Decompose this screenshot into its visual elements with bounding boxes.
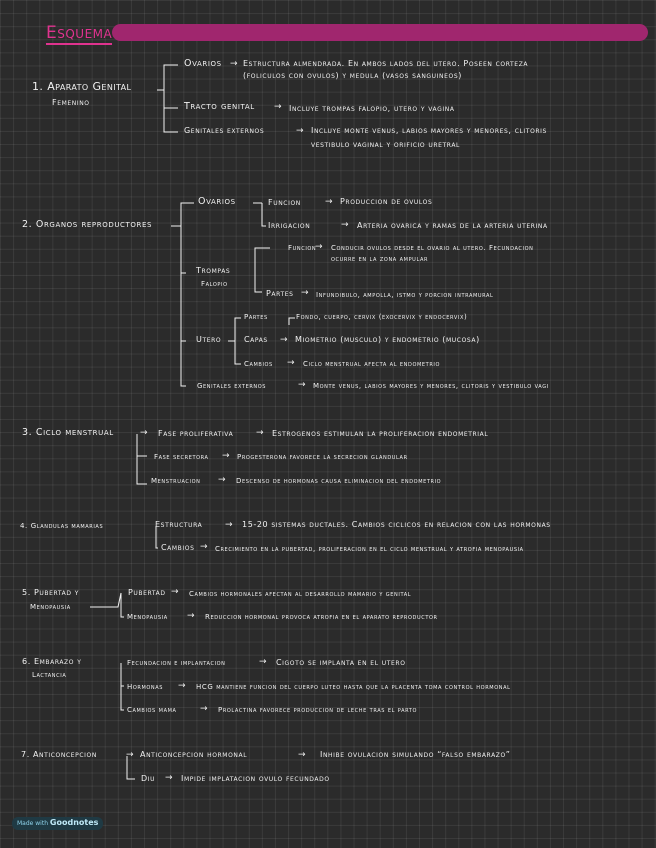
s5-pubertad-desc: Cambios hormonales afectan al desarrollo mamario y genital [189,590,412,598]
s2-irrigacion-desc: Arteria ovarica y ramas de la arteria uterina [357,221,548,230]
arrow-icon: → [256,428,264,438]
section-4-title: 4. Glandulas mamarias [20,522,104,530]
page-title: Esquema [46,23,113,43]
s6-cambios-label: Cambios mama [127,706,177,714]
s5-menopausia-label: Menopausia [127,613,168,621]
s1-ovarios-label: Ovarios [184,58,222,69]
arrow-icon: → [274,102,282,112]
s2-utero-label: Utero [196,335,222,344]
s2-trompas-partes-desc: Infundibulo, ampolla, istmo y porcion intramural [316,291,494,299]
s1-tracto-desc: Incluye trompas falopio, utero y vagina [289,104,455,113]
s2-utero-capas-label: Capas [244,335,268,344]
s2-trompas-partes-label: Partes [266,289,294,298]
arrow-icon: → [301,288,309,298]
s1-genitales-desc-2: vestibulo vaginal y orificio uretral [311,140,460,149]
arrow-icon: → [218,475,226,485]
section-6-title-line2: Lactancia [32,671,67,679]
s3-fase2-label: Fase secretora [154,453,209,461]
s2-utero-partes-desc: Fondo, cuerpo, cervix (exocervix y endocervix) [296,313,468,321]
s7-diu-desc: Impide implatacion ovulo fecundado [181,774,330,783]
s2-genitales-label: Genitales externos [197,382,267,390]
s2-utero-cambios-label: Cambios [244,360,273,368]
arrow-icon: → [325,197,333,207]
s4-cambios-desc: Crecimiento en la pubertad, proliferacion en el ciclo menstrual y atrofia menopausia [215,545,524,553]
s1-genitales-desc: Incluye monte venus, labios mayores y menores, clitoris [311,126,547,135]
arrow-icon: → [178,681,186,691]
s3-fase1-desc: Estrogenos estimulan la proliferacion endometrial [272,429,489,438]
s1-genitales-label: Genitales externos [184,126,265,135]
s2-utero-capas-desc: Miometrio (musculo) y endometrio (mucosa) [295,335,480,344]
badge-made-with: Made with [17,820,48,827]
s2-trompas-funcion-label: Funcion [288,244,317,252]
arrow-icon: → [287,358,295,368]
s1-tracto-label: Tracto genital [184,101,255,112]
arrow-icon: → [280,335,288,345]
arrow-icon: → [222,451,230,461]
s5-menopausia-desc: Reduccion hormonal provoca atrofia en el aparato reproductor [205,613,438,621]
s2-utero-partes-label: Partes [244,313,268,321]
arrow-icon: → [225,520,233,530]
s2-utero-cambios-desc: Ciclo menstrual afecta al endometrio [303,360,441,368]
s6-cambios-desc: Prolactina favorece produccion de leche tras el parto [218,706,418,714]
section-7-title: 7. Anticoncepcion [21,750,97,759]
s3-fase3-desc: Descenso de hormonas causa eliminacion del endometrio [236,477,442,485]
s2-trompas-label-2: Falopio [201,280,228,288]
s2-irrigacion-label: Irrigacion [268,221,311,230]
arrow-icon: → [296,126,304,136]
arrow-icon: → [165,773,173,783]
s4-cambios-label: Cambios [161,543,195,552]
arrow-icon: → [171,587,179,597]
s3-fase3-label: Menstruacion [151,477,201,485]
s7-hormonal-desc: Inhibe ovulacion simulando “falso embarazo” [320,750,511,759]
section-5-title-line2: Menopausia [30,603,71,611]
arrow-icon: → [200,704,208,714]
section-6-title: 6. Embarazo y [22,657,82,666]
arrow-icon: → [259,657,267,667]
s5-pubertad-label: Pubertad [128,588,166,597]
arrow-icon: → [187,611,195,621]
s6-hormonas-desc: HCG mantiene funcion del cuerpo luteo hasta que la placenta toma control hormonal [196,683,511,691]
arrow-icon: → [298,380,306,390]
s6-fecundacion-label: Fecundacion e implantacion [127,659,226,667]
section-1-title: 1. Aparato Genital [32,80,132,93]
arrow-icon: → [230,59,238,69]
section-2-title: 2. Organos reproductores [22,219,153,230]
section-1-title-line2: Femenino [52,98,90,107]
arrow-icon: → [200,542,208,552]
s7-diu-label: Diu [141,774,156,783]
arrow-icon: → [315,242,323,252]
s2-trompas-funcion-desc-2: ocurre en la zona ampular [331,255,429,263]
s4-estructura-desc: 15-20 sistemas ductales. Cambios ciclicos en relacion con las hormonas [242,520,551,529]
s3-fase1-label: Fase proliferativa [158,429,234,438]
badge-brand: Goodnotes [49,818,99,827]
s1-ovarios-desc: Estructura almendrada. En ambos lados del utero. Poseen corteza [243,59,529,68]
s7-hormonal-label: Anticoncepcion hormonal [140,750,248,759]
arrow-icon: → [140,428,148,438]
section-3-title: 3. Ciclo menstrual [22,427,114,438]
s2-trompas-funcion-desc: Conducir ovulos desde el ovario al utero. Fecundacion [331,244,534,252]
s2-ovarios-label: Ovarios [198,196,236,207]
goodnotes-badge [12,817,103,830]
s1-ovarios-desc-2: (foliculos con ovulos) y medula (vasos sanguineos) [243,71,462,80]
arrow-icon: → [126,750,134,760]
s6-fecundacion-desc: Cigoto se implanta en el utero [276,658,406,667]
arrow-icon: → [341,220,349,230]
s2-genitales-desc: Monte venus, labios mayores y menores, clitoris y vestibulo vagi [313,382,549,390]
s2-funcion-desc: Produccion de ovulos [340,197,433,206]
s2-funcion-label: Funcion [268,198,301,207]
section-5-title: 5. Pubertad y [22,588,79,597]
s2-trompas-label: Trompas [196,266,231,275]
s6-hormonas-label: Hormonas [127,683,164,691]
arrow-icon: → [298,750,306,760]
s3-fase2-desc: Progesterona favorece la secrecion glandular [237,453,408,461]
s4-estructura-label: Estructura [155,520,203,529]
